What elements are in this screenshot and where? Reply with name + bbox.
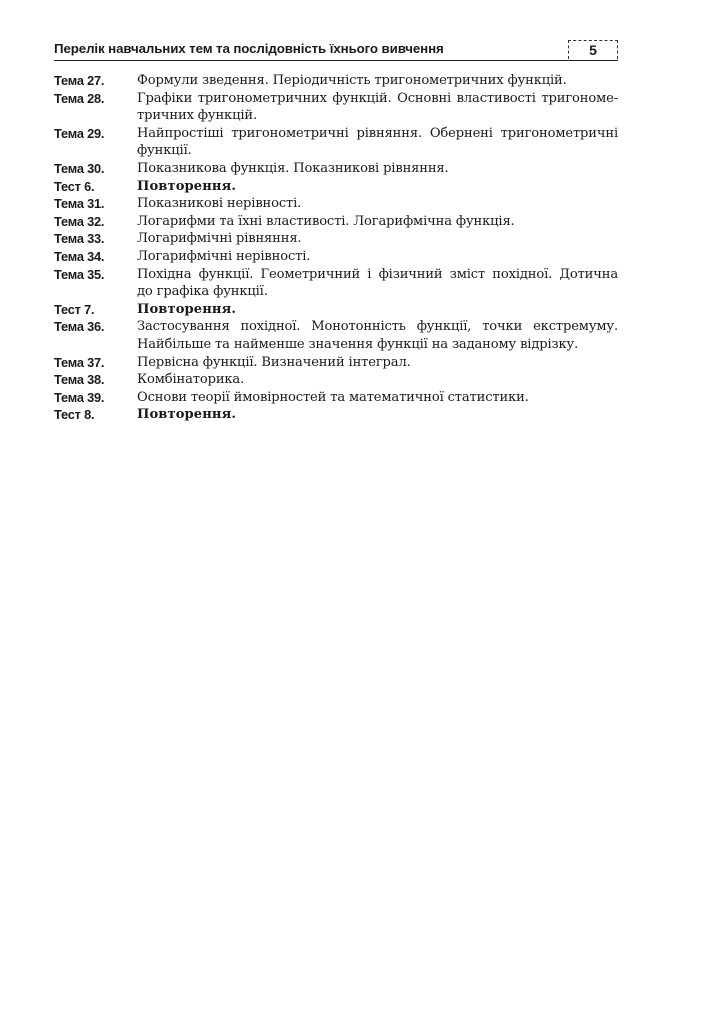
- list-item: [54, 406, 618, 424]
- test-title: [137, 178, 618, 196]
- topic-title: [137, 248, 618, 266]
- list-item: [54, 318, 618, 353]
- test-title-line: Повторення.: [137, 301, 237, 317]
- topic-number: Тема 31.: [54, 196, 105, 212]
- list-item: [54, 195, 618, 213]
- topic-number: Тема 35.: [54, 266, 105, 282]
- topic-number: Тема 38.: [54, 372, 105, 388]
- topic-title-line: Основи теорії ймовірностей та математичної статистики.: [137, 389, 529, 405]
- test-title: [137, 406, 618, 424]
- test-number: Тест 8.: [54, 407, 95, 423]
- list-item: [54, 301, 618, 319]
- list-item: [54, 371, 618, 389]
- topic-number: Тема 32.: [54, 213, 105, 229]
- topic-title-line: Найбільше та найменше значення функції на заданому відрізку.: [137, 336, 579, 352]
- topic-title-line: Формули зведення. Періодичність тригонометричних функцій.: [137, 73, 567, 88]
- list-item: [54, 178, 618, 196]
- topic-title-line: Логарифмічні нерівності.: [137, 248, 311, 264]
- topic-number: Тема 37.: [54, 354, 105, 370]
- list-item: [54, 389, 618, 407]
- topic-title: [137, 318, 618, 353]
- topic-title-line: до графіка функції.: [137, 284, 268, 300]
- topics-list: [54, 72, 618, 424]
- topic-title-line: тричних функцій.: [137, 108, 257, 124]
- topic-title: [137, 371, 618, 389]
- page-number: 5: [568, 40, 618, 59]
- list-item: [54, 266, 618, 301]
- test-title-line: Повторення.: [137, 178, 237, 194]
- topic-title: [137, 230, 618, 248]
- topic-title-line: Похідна функції. Геометричний і фізичний зміст похідної. Дотична: [137, 266, 618, 282]
- topic-title-line: Застосування похідної. Монотонність функції, точки екстремуму.: [137, 319, 618, 335]
- topic-title-line: Графіки тригонометричних функцій. Основні властивості тригономе-: [137, 90, 618, 106]
- test-number: Тест 6.: [54, 178, 95, 194]
- topic-title-line: Логарифми та їхні властивості. Логарифмічна функція.: [137, 213, 515, 229]
- topic-title-line: Логарифмічні рівняння.: [137, 231, 302, 247]
- list-item: [54, 125, 618, 160]
- list-item: [54, 354, 618, 372]
- list-item: [54, 248, 618, 266]
- topic-title: [137, 195, 618, 213]
- topic-title: [137, 389, 618, 407]
- topic-number: Тема 28.: [54, 90, 105, 106]
- topic-title-line: Первісна функції. Визначений інтеграл.: [137, 354, 411, 370]
- topic-title: [137, 354, 618, 372]
- list-item: [54, 90, 618, 125]
- test-title-line: Повторення.: [137, 407, 237, 423]
- topic-title-line: Показникова функція. Показникові рівняння.: [137, 160, 449, 176]
- topic-title-line: Комбінаторика.: [137, 372, 245, 388]
- topic-title: [137, 72, 618, 90]
- topic-number: Тема 33.: [54, 231, 105, 247]
- topic-number: Тема 34.: [54, 248, 105, 264]
- running-header: [54, 40, 618, 61]
- list-item: [54, 213, 618, 231]
- topic-title: [137, 125, 618, 160]
- list-item: [54, 72, 618, 90]
- topic-title-line: Найпростіші тригонометричні рівняння. Обернені тригонометричні: [137, 125, 618, 141]
- topic-title: [137, 90, 618, 125]
- topic-title-line: функції.: [137, 143, 192, 159]
- list-item: [54, 160, 618, 178]
- topic-number: Тема 30.: [54, 160, 105, 176]
- topic-title: [137, 266, 618, 301]
- topic-number: Тема 36.: [54, 319, 105, 335]
- list-item: [54, 230, 618, 248]
- topic-title: [137, 213, 618, 231]
- topic-title: [137, 160, 618, 178]
- topic-number: Тема 29.: [54, 125, 105, 141]
- header-title: Перелік навчальних тем та послідовність їхнього вивчення: [54, 41, 444, 56]
- test-title: [137, 301, 618, 319]
- topic-number: Тема 27.: [54, 73, 105, 88]
- test-number: Тест 7.: [54, 301, 95, 317]
- topic-number: Тема 39.: [54, 389, 105, 405]
- topic-title-line: Показникові нерівності.: [137, 196, 302, 212]
